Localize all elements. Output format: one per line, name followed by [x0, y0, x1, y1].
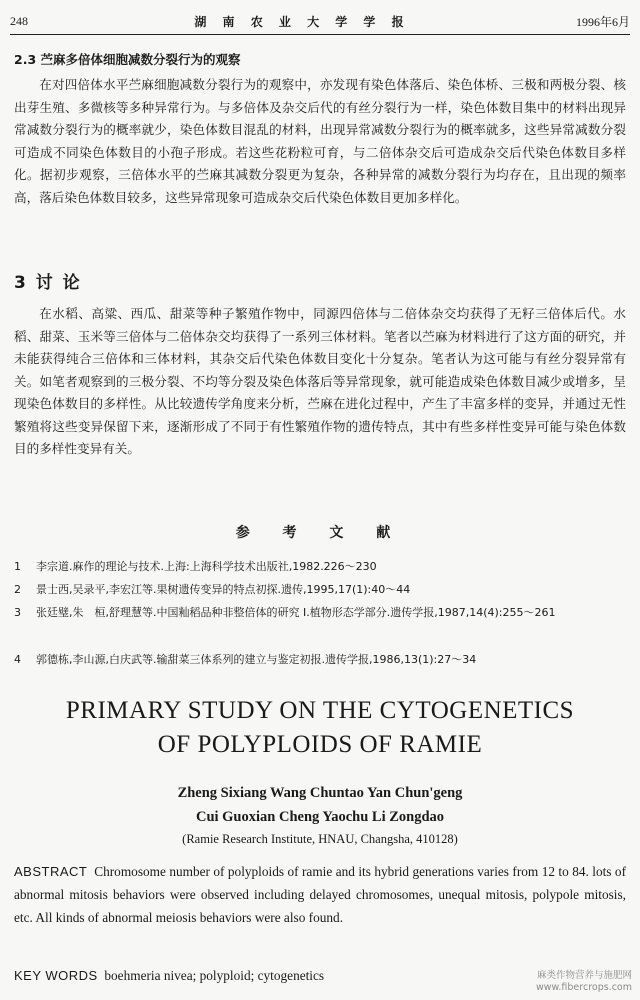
- section-2-3-heading: 2.3 苎麻多倍体细胞减数分裂行为的观察: [14, 52, 241, 67]
- reference-number: 4: [14, 653, 21, 666]
- abstract: [14, 860, 626, 929]
- reference-item: [14, 603, 626, 622]
- section-3-heading: 3 讨 论: [14, 273, 82, 293]
- english-title-line-1: PRIMARY STUDY ON THE CYTOGENETICS: [65, 697, 575, 724]
- keywords: [14, 968, 324, 984]
- section-3-paragraph: 在水稻、高粱、西瓜、甜菜等种子繁殖作物中，同源四倍体与二倍体杂交均获得了无籽三倍体后代。水稻、甜菜、玉米等三倍体与二倍体杂交均获得了一系列三体材料。笔者以苎麻为材料进行了这方面的研究，并未能获得纯合三倍体和三体材料，其杂交后代染色体数目变化十分复杂。笔者认为这可能与有丝分裂异常有关。如笔者观察到的三极分裂、不均等分裂及染色体落后等异常现象，就可能造成染色体数目减少或增多，呈现染色体数目的多样性。从比较遗传学角度来分析，苎麻在进化过程中，产生了丰富多样的变异，并通过无性繁殖将这些变异保留下来，逐渐形成了不同于有性繁殖作物的遗传特点，其中有些多样性变异可能与染色体数目的多样性变异有关。: [14, 306, 626, 456]
- reference-item: [14, 580, 626, 599]
- running-header: [10, 8, 630, 35]
- reference-text: 景士西,吴录平,李宏江等.果树遗传变异的特点初探.遗传,1995,17(1):40～44: [36, 583, 411, 596]
- reference-item: [14, 557, 626, 576]
- issue-date: 1996年6月: [575, 14, 630, 29]
- reference-number: 2: [14, 583, 21, 596]
- section-2-3-paragraph: 在对四倍体水平苎麻细胞减数分裂行为的观察中，亦发现有染色体落后、染色体桥、三极和两极分裂、核出芽生殖、多微核等多种异常行为。与多倍体及杂交后代的有丝分裂行为一样，染色体数目集中的材料出现异常减数分裂行为的概率就少，染色体数目混乱的材料，出现异常减数分裂行为的概率就多，这些异常减数分裂可造成不同染色体数目的小孢子形成。若这些花粉粒可育，与二倍体杂交后可造成杂交后代染色体数目多样化。据初步观察，三倍体水平的苎麻其减数分裂更为复杂，各种异常的减数分裂行为均存在，且出现的频率高，落后染色体数目较多，这些异常现象可造成杂交后代染色体数目更加多样化。: [14, 77, 626, 205]
- watermark-line-1: 麻类作物营养与施肥网: [536, 970, 632, 981]
- reference-text: 张廷璧,朱 桓,舒理慧等.中国籼稻品种非整倍体的研究 Ⅰ.植物形态学部分.遗传学报,1987,14(4):255～261: [36, 606, 556, 619]
- reference-text: 李宗道.麻作的理论与技术.上海:上海科学技术出版社,1982.226～230: [36, 560, 377, 573]
- keywords-text: boehmeria nivea; polyploid; cytogenetics: [104, 968, 325, 983]
- reference-item: [14, 650, 626, 669]
- reference-text: 郭德栋,李山源,白庆武等.输甜菜三体系列的建立与鉴定初报.遗传学报,1986,13(1):27～34: [36, 653, 477, 666]
- reference-number: 3: [14, 606, 21, 619]
- abstract-label: ABSTRACT: [14, 864, 88, 879]
- affiliation: (Ramie Research Institute, HNAU, Changsha, 410128): [182, 832, 458, 846]
- site-watermark: [536, 970, 632, 994]
- authors-line-1: Zheng Sixiang Wang Chuntao Yan Chun'geng: [177, 785, 463, 801]
- watermark-line-2: www.fibercrops.com: [535, 982, 632, 993]
- abstract-text: Chromosome number of polyploids of ramie and its hybrid generations varies from 12 to 84. lots of abnormal mitosis behaviors were observed including delayed chromosomes, unequal mitosis, polypole mitosis, etc. All kinds of abnormal meiosis behaviors were also found.: [14, 864, 626, 925]
- english-title-line-2: OF POLYPLOIDS OF RAMIE: [157, 731, 483, 758]
- references-title: 参 考 文 献: [235, 525, 405, 541]
- page-number: 248: [10, 13, 28, 28]
- authors-line-2: Cui Guoxian Cheng Yaochu Li Zongdao: [195, 809, 445, 825]
- journal-name: 湖 南 农 业 大 学 学 报: [194, 14, 410, 29]
- reference-number: 1: [14, 560, 21, 573]
- keywords-label: KEY WORDS: [14, 968, 98, 983]
